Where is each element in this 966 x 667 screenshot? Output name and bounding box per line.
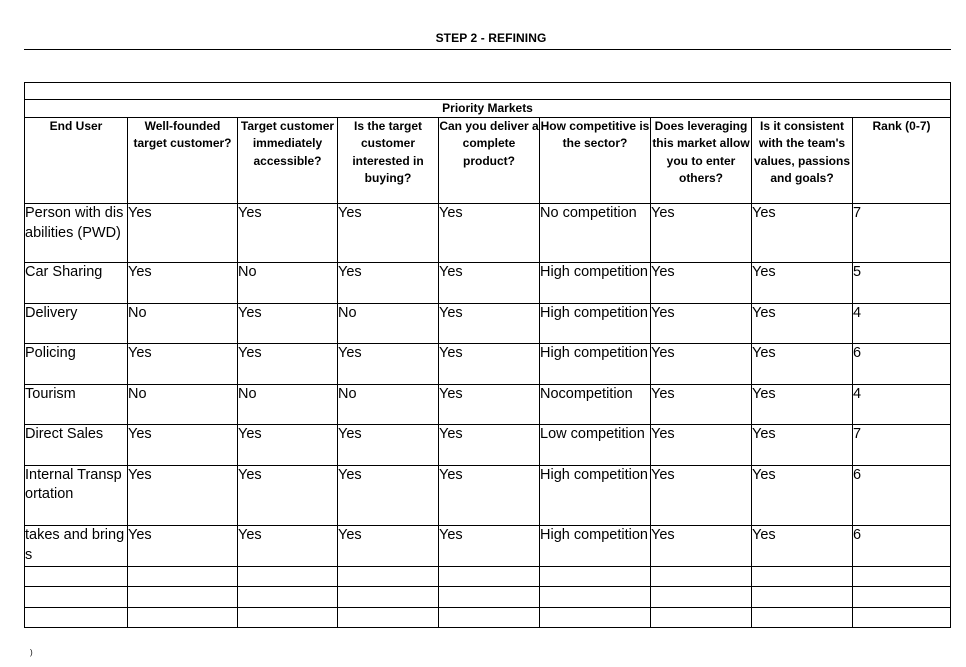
footnote-mark: ) [30,648,33,657]
column-header-rank: Rank (0-7) [853,118,951,204]
column-header-complete-product: Can you deliver a complete product? [439,118,540,204]
cell-interested: No [338,384,439,425]
cell-accessible: No [238,263,338,304]
table-cell [128,587,238,608]
cell-well-founded: Yes [128,465,238,526]
cell-end-user: takes and brings [25,526,128,567]
table-cell [238,607,338,628]
column-header-consistent: Is it consistent with the team's values, passions and goals? [752,118,853,204]
cell-well-founded: Yes [128,526,238,567]
cell-accessible: Yes [238,425,338,466]
empty-row [25,607,951,628]
table-cell [439,566,540,587]
cell-well-founded: Yes [128,263,238,304]
cell-consistent: Yes [752,263,853,304]
cell-well-founded: Yes [128,425,238,466]
cell-well-founded: No [128,303,238,344]
cell-well-founded: Yes [128,204,238,263]
cell-interested: Yes [338,344,439,385]
cell-leveraging: Yes [651,303,752,344]
empty-row [25,587,951,608]
table-cell [853,587,951,608]
priority-markets-table [24,82,951,628]
group-header: Priority Markets [25,100,951,118]
cell-complete-product: Yes [439,384,540,425]
cell-leveraging: Yes [651,465,752,526]
cell-complete-product: Yes [439,526,540,567]
cell-end-user: Direct Sales [25,425,128,466]
cell-consistent: Yes [752,344,853,385]
table-cell [752,587,853,608]
cell-competitive: High competition [540,465,651,526]
cell-interested: Yes [338,204,439,263]
cell-competitive: High competition [540,344,651,385]
table-cell [128,607,238,628]
table-cell [128,566,238,587]
table-cell [853,566,951,587]
table-row [25,263,951,304]
table-cell [25,566,128,587]
column-header-interested: Is the target customer interested in buying? [338,118,439,204]
table-cell [853,607,951,628]
table-cell [540,566,651,587]
cell-leveraging: Yes [651,204,752,263]
table-row [25,204,951,263]
table-cell [439,587,540,608]
cell-end-user: Internal Transportation [25,465,128,526]
cell-complete-product: Yes [439,204,540,263]
cell-leveraging: Yes [651,526,752,567]
cell-interested: Yes [338,465,439,526]
title-divider [24,49,951,50]
cell-rank: 4 [853,384,951,425]
cell-rank: 4 [853,303,951,344]
table-row [25,425,951,466]
cell-accessible: No [238,384,338,425]
column-header-end-user: End User [25,118,128,204]
table-cell [25,83,951,100]
cell-competitive: No competition [540,204,651,263]
cell-end-user: Person with disabilities (PWD) [25,204,128,263]
table-row [25,384,951,425]
cell-rank: 7 [853,425,951,466]
cell-competitive: Nocompetition [540,384,651,425]
cell-leveraging: Yes [651,425,752,466]
table-cell [651,607,752,628]
group-header-row [25,100,951,118]
table-cell [439,607,540,628]
cell-rank: 6 [853,465,951,526]
cell-leveraging: Yes [651,263,752,304]
cell-accessible: Yes [238,344,338,385]
cell-complete-product: Yes [439,303,540,344]
cell-consistent: Yes [752,465,853,526]
cell-well-founded: No [128,384,238,425]
table-cell [25,607,128,628]
table-cell [238,566,338,587]
cell-interested: Yes [338,263,439,304]
table-row [25,303,951,344]
cell-end-user: Car Sharing [25,263,128,304]
table-cell [540,587,651,608]
table-cell [540,607,651,628]
column-header-well-founded: Well-founded target customer? [128,118,238,204]
empty-row [25,566,951,587]
table-cell [651,587,752,608]
cell-consistent: Yes [752,204,853,263]
table-row [25,344,951,385]
table-cell [338,607,439,628]
page-title: STEP 2 - REFINING [435,31,547,45]
table-row [25,526,951,567]
table-row [25,465,951,526]
cell-leveraging: Yes [651,344,752,385]
cell-accessible: Yes [238,465,338,526]
column-header-accessible: Target customer immediately accessible? [238,118,338,204]
table-top-blank-row [25,83,951,100]
cell-consistent: Yes [752,384,853,425]
cell-competitive: High competition [540,526,651,567]
cell-rank: 7 [853,204,951,263]
cell-end-user: Policing [25,344,128,385]
cell-rank: 6 [853,526,951,567]
cell-accessible: Yes [238,204,338,263]
table-cell [25,587,128,608]
cell-end-user: Tourism [25,384,128,425]
column-header-leveraging: Does leveraging this market allow you to enter others? [651,118,752,204]
cell-competitive: High competition [540,263,651,304]
table-cell [651,566,752,587]
cell-complete-product: Yes [439,344,540,385]
cell-consistent: Yes [752,526,853,567]
cell-accessible: Yes [238,303,338,344]
cell-interested: No [338,303,439,344]
column-header-row [25,118,951,204]
table-cell [338,566,439,587]
cell-interested: Yes [338,526,439,567]
cell-complete-product: Yes [439,465,540,526]
table-cell [338,587,439,608]
column-header-competitive: How competitive is the sector? [540,118,651,204]
cell-rank: 6 [853,344,951,385]
cell-leveraging: Yes [651,384,752,425]
table-cell [752,566,853,587]
cell-interested: Yes [338,425,439,466]
cell-well-founded: Yes [128,344,238,385]
table-cell [238,587,338,608]
cell-consistent: Yes [752,303,853,344]
cell-competitive: High competition [540,303,651,344]
cell-accessible: Yes [238,526,338,567]
table-cell [752,607,853,628]
cell-complete-product: Yes [439,425,540,466]
cell-rank: 5 [853,263,951,304]
cell-consistent: Yes [752,425,853,466]
cell-complete-product: Yes [439,263,540,304]
cell-competitive: Low competition [540,425,651,466]
cell-end-user: Delivery [25,303,128,344]
